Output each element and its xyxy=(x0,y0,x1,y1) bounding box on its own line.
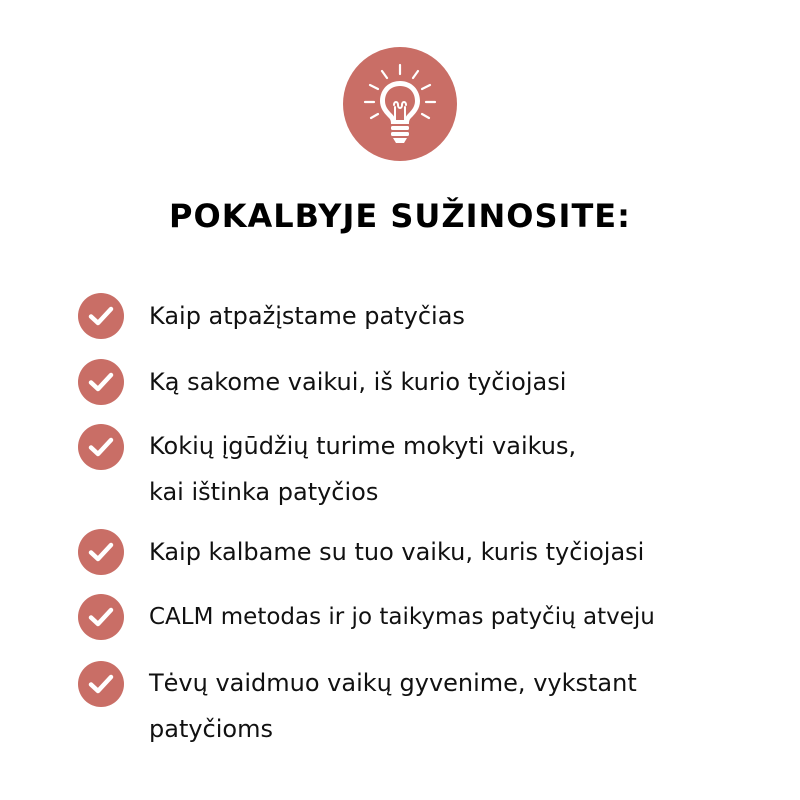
list-item-text: Kokių įgūdžių turime mokyti vaikus, kai ištinka patyčios xyxy=(149,432,577,506)
check-icon xyxy=(78,424,124,470)
list-item-text: Tėvų vaidmuo vaikų gyvenime, vykstant patyčioms xyxy=(149,669,637,743)
check-icon xyxy=(78,529,124,575)
list-item-text: Kaip kalbame su tuo vaiku, kuris tyčiojasi xyxy=(149,538,645,566)
list-item-text: Kaip atpažįstame patyčias xyxy=(149,302,465,330)
check-icon xyxy=(78,594,124,640)
check-icon xyxy=(78,661,124,707)
list-item-text: Ką sakome vaikui, iš kurio tyčiojasi xyxy=(149,368,567,396)
list-item-text: CALM metodas ir jo taikymas patyčių atveju xyxy=(149,604,655,630)
lightbulb-badge xyxy=(343,47,457,161)
lightbulb-icon xyxy=(343,47,457,161)
check-icon xyxy=(78,293,124,339)
page-title: POKALBYJE SUŽINOSITE: xyxy=(169,197,631,235)
check-icon xyxy=(78,359,124,405)
